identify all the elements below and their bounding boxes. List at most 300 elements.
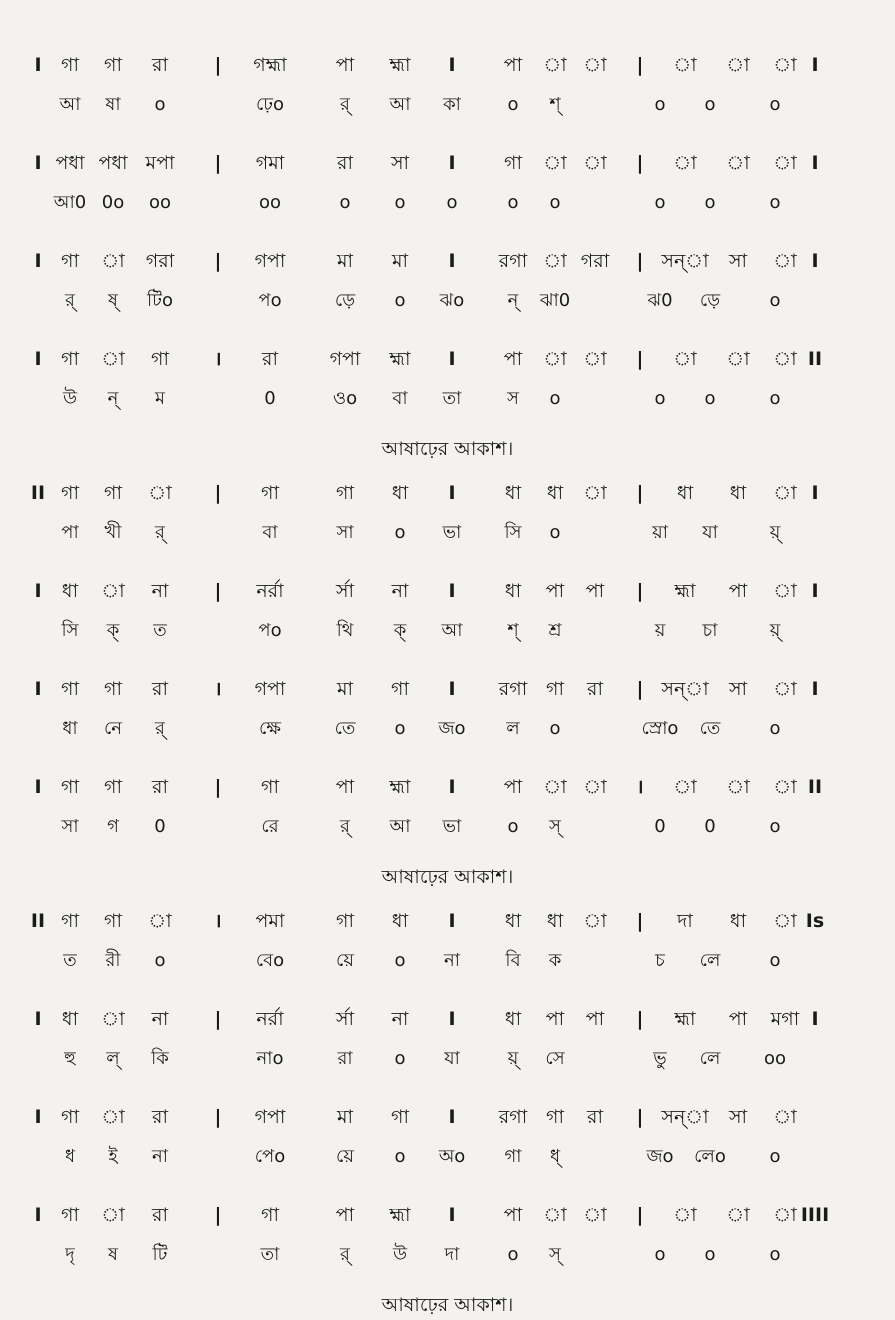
lyric-syllable: 0 (704, 816, 716, 837)
lyric-syllable: য়্ (769, 522, 781, 543)
note-token: রা (587, 1106, 603, 1128)
note-token: র্সা (335, 1008, 355, 1030)
note-token: গা (336, 482, 354, 504)
bar-line: । (636, 776, 644, 798)
note-token: া (773, 1106, 797, 1128)
note-token: সন্‌া (661, 678, 709, 700)
note-line (0, 770, 895, 804)
note-line (0, 574, 895, 608)
note-token: পা (503, 348, 523, 370)
lyric-line (0, 1238, 895, 1272)
lyric-syllable: ঝ0 (647, 290, 673, 311)
lyric-syllable: নাo (256, 1048, 284, 1069)
lyric-syllable: কি (151, 1048, 169, 1069)
lyric-line (0, 186, 895, 220)
note-line (0, 1198, 895, 1232)
lyric-syllable: o (654, 94, 666, 115)
note-token: মগা (770, 1008, 800, 1030)
bar-line: I (811, 152, 819, 174)
note-token: া (583, 910, 607, 932)
note-token: রা (337, 152, 353, 174)
lyric-syllable: উ (62, 388, 78, 409)
note-token: া (148, 910, 172, 932)
note-line (0, 342, 895, 376)
lyric-syllable: যা (444, 1048, 460, 1069)
bar-line: | (214, 54, 222, 76)
note-token: সন্‌া (661, 250, 709, 272)
note-token: া (583, 482, 607, 504)
lyric-syllable: হু (64, 1048, 76, 1069)
lyric-syllable: নে (103, 718, 123, 739)
lyric-syllable: খী (104, 522, 122, 543)
note-token: না (391, 1008, 409, 1030)
note-token: ধা (676, 482, 694, 504)
lyric-syllable: o (654, 388, 666, 409)
note-token: া (101, 348, 125, 370)
note-token: া (773, 482, 797, 504)
note-token: গপা (254, 250, 286, 272)
note-token: গা (61, 776, 79, 798)
note-token: গা (104, 910, 122, 932)
lyric-syllable: o (446, 192, 458, 213)
note-token: রা (587, 678, 603, 700)
note-token: গা (104, 776, 122, 798)
note-token: া (773, 910, 797, 932)
lyric-syllable: o (769, 1146, 781, 1167)
lyric-syllable: র্ (340, 94, 350, 115)
bar-line: II (30, 482, 46, 504)
note-token: া (543, 152, 567, 174)
note-token: গরা (145, 250, 175, 272)
note-token: া (726, 348, 750, 370)
note-line (0, 476, 895, 510)
note-token: া (773, 54, 797, 76)
note-token: া (773, 348, 797, 370)
lyric-syllable: o (507, 94, 519, 115)
lyric-syllable: ষ্ (108, 290, 118, 311)
lyric-syllable: ল্ (106, 1048, 120, 1069)
note-token: ধা (504, 482, 522, 504)
note-token: নর্রা (256, 1008, 284, 1030)
note-token: া (101, 250, 125, 272)
lyric-syllable: ক্ (106, 620, 120, 641)
lyric-line (0, 944, 895, 978)
lyric-syllable: আ (389, 816, 411, 837)
note-token: পা (545, 1008, 565, 1030)
note-token: সা (728, 678, 748, 700)
lyric-syllable: র্ (340, 1244, 350, 1265)
lyric-syllable: না (444, 950, 460, 971)
note-token: গা (104, 54, 122, 76)
note-token: ধা (391, 482, 409, 504)
lyric-line (0, 712, 895, 746)
bar-line: I (34, 152, 42, 174)
note-token: গা (61, 1204, 79, 1226)
bar-line: | (636, 482, 644, 504)
note-token: ধা (546, 482, 564, 504)
lyric-syllable: o (769, 94, 781, 115)
lyric-syllable: o (394, 1146, 406, 1167)
note-token: া (773, 580, 797, 602)
note-token: হ্মা (389, 1204, 411, 1226)
lyric-syllable: অo (438, 1146, 466, 1167)
lyric-syllable: সা (61, 816, 79, 837)
lyric-syllable: ক্ষে (259, 718, 281, 739)
lyric-syllable: গ (107, 816, 119, 837)
bar-line: I (448, 1008, 456, 1030)
note-token: গা (546, 678, 564, 700)
section-caption: আষাঢ়ের আকাশ। (381, 866, 514, 888)
lyric-syllable: o (394, 1048, 406, 1069)
lyric-syllable: ন্ (507, 290, 519, 311)
lyric-syllable: য়্ (507, 1048, 519, 1069)
lyric-syllable: o (154, 94, 166, 115)
lyric-syllable: য়া (652, 522, 668, 543)
bar-line: II (807, 348, 823, 370)
note-token: ধা (61, 1008, 79, 1030)
note-token: া (673, 1204, 697, 1226)
lyric-line (0, 382, 895, 416)
note-token: হ্মা (389, 776, 411, 798)
note-line (0, 48, 895, 82)
note-token: মপা (145, 152, 175, 174)
note-token: া (101, 1204, 125, 1226)
bar-line: | (636, 348, 644, 370)
lyric-syllable: আ (389, 94, 411, 115)
note-token: া (773, 1204, 797, 1226)
lyric-syllable: স (507, 388, 519, 409)
note-token: ধা (546, 910, 564, 932)
note-token: া (673, 54, 697, 76)
note-token: পা (585, 580, 605, 602)
note-token: গা (261, 776, 279, 798)
lyric-syllable: o (549, 388, 561, 409)
note-token: ধা (504, 1008, 522, 1030)
bar-line: I (448, 348, 456, 370)
note-token: গা (391, 1106, 409, 1128)
bar-line: I (34, 580, 42, 602)
note-token: গপা (254, 678, 286, 700)
section-caption: আষাঢ়ের আকাশ। (381, 438, 514, 460)
note-token: গপা (254, 1106, 286, 1128)
bar-line: I (448, 152, 456, 174)
bar-line: I (34, 776, 42, 798)
bar-line: | (636, 580, 644, 602)
lyric-syllable: লে (699, 1048, 721, 1069)
lyric-syllable: o (769, 950, 781, 971)
note-token: গা (151, 348, 169, 370)
lyric-syllable: বেo (255, 950, 285, 971)
lyric-syllable: o (769, 1244, 781, 1265)
lyric-syllable: পেo (254, 1146, 286, 1167)
note-token: ধা (504, 580, 522, 602)
lyric-syllable: 0 (154, 816, 166, 837)
note-token: া (773, 250, 797, 272)
lyric-syllable: আ0 (53, 192, 87, 213)
lyric-syllable: তা (442, 388, 462, 409)
bar-line: I (448, 678, 456, 700)
lyric-line (0, 1140, 895, 1174)
note-token: রগা (498, 678, 528, 700)
note-token: মা (336, 678, 354, 700)
bar-line: । (214, 910, 222, 932)
bar-line: | (214, 152, 222, 174)
bar-line: I (811, 1008, 819, 1030)
lyric-syllable: সা (336, 522, 354, 543)
note-token: মা (336, 250, 354, 272)
note-token: পা (335, 1204, 355, 1226)
bar-line: | (214, 580, 222, 602)
lyric-syllable: o (769, 290, 781, 311)
lyric-syllable: ঝo (439, 290, 465, 311)
note-token: গা (336, 910, 354, 932)
lyric-syllable: ষা (105, 94, 121, 115)
lyric-syllable: থি (336, 620, 354, 641)
lyric-syllable: ধা (62, 718, 78, 739)
bar-line: I (811, 482, 819, 504)
lyric-syllable: বি (505, 950, 521, 971)
lyric-syllable: ড়ে (334, 290, 356, 311)
lyric-syllable: o (654, 1244, 666, 1265)
bar-line: I (448, 910, 456, 932)
note-token: া (583, 348, 607, 370)
note-token: গহ্মা (253, 54, 287, 76)
note-token: গা (61, 348, 79, 370)
lyric-syllable: তে (699, 718, 721, 739)
note-token: গা (391, 678, 409, 700)
lyric-syllable: o (704, 388, 716, 409)
bar-line: | (636, 678, 644, 700)
note-token: া (583, 776, 607, 798)
bar-line: I (448, 580, 456, 602)
lyric-syllable: য়ে (336, 950, 354, 971)
note-token: া (726, 776, 750, 798)
lyric-syllable: তা (260, 1244, 280, 1265)
note-token: গা (546, 1106, 564, 1128)
note-token: পধা (55, 152, 85, 174)
note-token: গা (504, 152, 522, 174)
note-token: া (726, 54, 750, 76)
note-token: া (673, 152, 697, 174)
bar-line: | (636, 152, 644, 174)
lyric-line (0, 284, 895, 318)
note-token: া (673, 348, 697, 370)
bar-line: Is (805, 910, 825, 932)
lyric-syllable: তে (334, 718, 356, 739)
note-token: ধা (504, 910, 522, 932)
note-line (0, 146, 895, 180)
lyric-syllable: র্ (155, 522, 165, 543)
note-token: ধা (61, 580, 79, 602)
lyric-syllable: o (769, 192, 781, 213)
lyric-syllable: o (769, 718, 781, 739)
note-token: া (583, 54, 607, 76)
bar-line: | (636, 1204, 644, 1226)
lyric-syllable: দা (444, 1244, 460, 1265)
note-line (0, 1002, 895, 1036)
note-line (0, 1100, 895, 1134)
note-token: া (101, 1106, 125, 1128)
note-token: গা (261, 1204, 279, 1226)
lyric-syllable: ভা (442, 522, 462, 543)
bar-line: | (214, 1106, 222, 1128)
note-token: পা (503, 776, 523, 798)
note-token: না (151, 1008, 169, 1030)
bar-line: | (214, 1204, 222, 1226)
lyric-syllable: ক্ (393, 620, 407, 641)
note-token: রা (152, 776, 168, 798)
bar-line: I (34, 1204, 42, 1226)
lyric-syllable: o (549, 192, 561, 213)
bar-line: I (34, 54, 42, 76)
lyric-syllable: র্ (155, 718, 165, 739)
bar-line: I (448, 1106, 456, 1128)
lyric-syllable: o (507, 1244, 519, 1265)
note-token: গা (104, 678, 122, 700)
note-token: গা (61, 678, 79, 700)
bar-line: | (214, 776, 222, 798)
lyric-syllable: য়্ (769, 620, 781, 641)
note-token: া (673, 776, 697, 798)
note-line (0, 672, 895, 706)
bar-line: | (636, 250, 644, 272)
note-token: সা (728, 1106, 748, 1128)
note-token: রা (152, 54, 168, 76)
note-token: া (543, 348, 567, 370)
lyric-syllable: আ (441, 620, 463, 641)
lyric-syllable: ক (548, 950, 562, 971)
note-token: পা (503, 54, 523, 76)
lyric-syllable: গা (504, 1146, 522, 1167)
lyric-line (0, 1042, 895, 1076)
lyric-syllable: দৃ (65, 1244, 75, 1265)
note-token: সা (728, 250, 748, 272)
lyric-syllable: o (769, 816, 781, 837)
lyric-syllable: 0o (101, 192, 125, 213)
lyric-syllable: o (549, 718, 561, 739)
note-token: না (391, 580, 409, 602)
bar-line: | (214, 250, 222, 272)
note-token: রা (152, 1106, 168, 1128)
lyric-syllable: কা (443, 94, 461, 115)
bar-line: I (34, 1106, 42, 1128)
lyric-syllable: র্ (65, 290, 75, 311)
lyric-syllable: শ্র (548, 620, 562, 641)
bar-line: I (34, 678, 42, 700)
note-token: রা (262, 348, 278, 370)
note-token: পা (728, 1008, 748, 1030)
lyric-syllable: oo (258, 192, 282, 213)
lyric-line (0, 810, 895, 844)
bar-line: I (34, 250, 42, 272)
note-token: দা (677, 910, 693, 932)
note-token: া (543, 250, 567, 272)
note-token: সন্‌া (661, 1106, 709, 1128)
lyric-syllable: ধ্ (549, 1146, 561, 1167)
lyric-syllable: 0 (654, 816, 666, 837)
lyric-syllable: য় (654, 620, 666, 641)
bar-line: II (807, 776, 823, 798)
bar-line: IIII (800, 1204, 830, 1226)
lyric-syllable: 0 (264, 388, 276, 409)
note-token: না (151, 580, 169, 602)
bar-line: I (448, 776, 456, 798)
lyric-syllable: উ (392, 1244, 408, 1265)
bar-line: I (811, 250, 819, 272)
note-token: া (583, 1204, 607, 1226)
lyric-line (0, 88, 895, 122)
lyric-syllable: o (704, 1244, 716, 1265)
lyric-syllable: ভা (442, 816, 462, 837)
lyric-syllable: সে (545, 1048, 565, 1069)
note-token: পা (728, 580, 748, 602)
lyric-syllable: ঢ়েo (255, 94, 285, 115)
lyric-syllable: রী (105, 950, 121, 971)
lyric-syllable: o (704, 192, 716, 213)
note-token: া (543, 1204, 567, 1226)
lyric-syllable: o (394, 192, 406, 213)
lyric-syllable: সি (61, 620, 79, 641)
lyric-syllable: স্ (549, 816, 561, 837)
lyric-syllable: o (704, 94, 716, 115)
lyric-syllable: স্ (549, 1244, 561, 1265)
lyric-syllable: পo (258, 620, 282, 641)
bar-line: | (636, 54, 644, 76)
lyric-syllable: লে (699, 950, 721, 971)
lyric-syllable: ত (63, 950, 77, 971)
lyric-syllable: o (394, 950, 406, 971)
lyric-syllable: রা (337, 1048, 353, 1069)
note-line (0, 244, 895, 278)
lyric-syllable: ই (108, 1146, 118, 1167)
lyric-syllable: পা (61, 522, 79, 543)
lyric-syllable: পo (258, 290, 282, 311)
note-token: রা (152, 1204, 168, 1226)
lyric-syllable: সি (504, 522, 522, 543)
note-token: ধা (391, 910, 409, 932)
note-token: হ্মা (674, 1008, 696, 1030)
lyric-syllable: রে (261, 816, 279, 837)
lyric-syllable: o (549, 522, 561, 543)
lyric-line (0, 614, 895, 648)
bar-line: I (811, 580, 819, 602)
bar-line: | (636, 1106, 644, 1128)
lyric-syllable: o (394, 718, 406, 739)
note-token: মা (391, 250, 409, 272)
lyric-syllable: বা (262, 522, 278, 543)
note-token: পা (335, 776, 355, 798)
lyric-syllable: o (507, 816, 519, 837)
note-token: া (773, 678, 797, 700)
note-token: গা (104, 482, 122, 504)
bar-line: I (448, 1204, 456, 1226)
note-token: রা (152, 678, 168, 700)
lyric-syllable: ঝা0 (539, 290, 571, 311)
lyric-syllable: টিo (147, 290, 173, 311)
note-token: পমা (255, 910, 285, 932)
lyric-syllable: o (394, 290, 406, 311)
note-token: রগা (498, 250, 528, 272)
bar-line: II (30, 910, 46, 932)
note-token: পা (503, 1204, 523, 1226)
lyric-syllable: oo (148, 192, 172, 213)
note-token: হ্মা (389, 348, 411, 370)
lyric-syllable: স্রোo (641, 718, 679, 739)
lyric-syllable: শ্ (549, 94, 561, 115)
bar-line: I (34, 348, 42, 370)
note-token: া (583, 152, 607, 174)
note-token: রগা (498, 1106, 528, 1128)
